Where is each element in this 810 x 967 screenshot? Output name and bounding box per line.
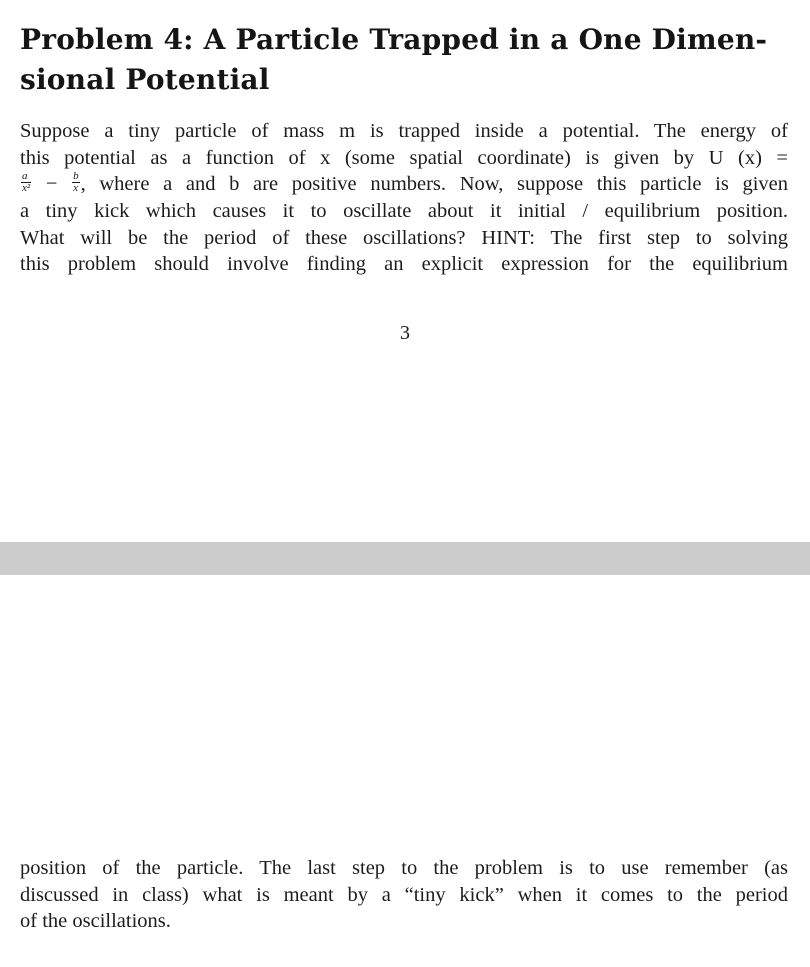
paragraph-line-4: a tiny kick which causes it to oscillate about it initial / equilibrium position.	[20, 200, 788, 223]
paragraph-line-2: this potential as a function of x (some spatial coordinate) is given by U (x) =	[20, 146, 788, 169]
continuation-line-1: position of the particle. The last step to the problem is to use remember (as	[20, 857, 788, 879]
paragraph-line-3-text: , where a and b are positive numbers. Now, suppose this particle is given	[80, 173, 789, 196]
fraction-denominator: x	[73, 182, 78, 195]
problem-paragraph	[20, 118, 788, 278]
title-line-1: Problem 4: A Particle Trapped in a One Dimen-	[20, 23, 768, 56]
paragraph-line-6: this problem should involve finding an explicit expression for the equilibrium	[20, 253, 788, 276]
title-line-2: sional Potential	[20, 63, 270, 96]
fraction-b-over-x	[72, 171, 80, 194]
fraction-numerator: b	[73, 170, 79, 183]
page-number: 3	[400, 322, 410, 344]
paragraph-line-5: What will be the period of these oscillations? HINT: The first step to solving	[20, 226, 788, 249]
paragraph-line-3	[20, 171, 788, 198]
fraction-a-over-x-squared	[21, 171, 31, 194]
document-page-bottom	[0, 575, 810, 967]
page-separator	[0, 542, 810, 575]
continuation-line-2: discussed in class) what is meant by a “tiny kick” when it comes to the period	[20, 883, 788, 906]
fraction-numerator: a	[21, 171, 31, 183]
problem-title	[20, 20, 790, 100]
paragraph-line-1: Suppose a tiny particle of mass m is trapped inside a potential. The energy of	[20, 120, 788, 142]
fraction-denominator: x²	[22, 182, 31, 195]
continuation-paragraph	[20, 855, 788, 935]
minus-sign: −	[45, 173, 58, 196]
continuation-line-3: of the oscillations.	[20, 910, 171, 933]
